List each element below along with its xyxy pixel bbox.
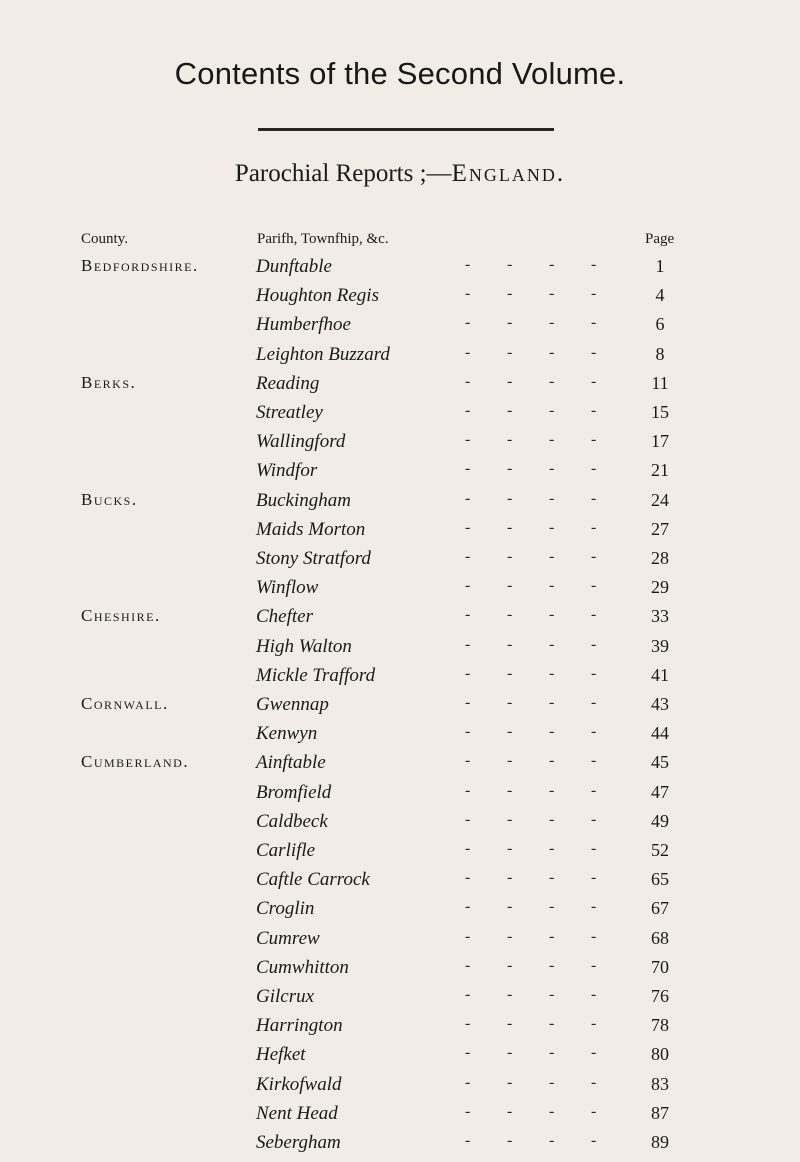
dot-leader	[465, 548, 633, 566]
table-row	[0, 840, 800, 870]
leader-dash: -	[591, 956, 599, 974]
subtitle-country: England.	[451, 160, 566, 187]
dot-leader	[465, 752, 633, 770]
leader-dash: -	[507, 548, 515, 565]
table-row	[0, 957, 800, 987]
parish-name: Caldbeck	[256, 810, 328, 832]
dot-leader	[465, 344, 633, 362]
table-row	[0, 1044, 800, 1074]
leader-dash: -	[465, 723, 473, 741]
leader-dash: -	[465, 606, 473, 624]
leader-dash: -	[507, 927, 515, 945]
dot-leader	[465, 928, 633, 946]
page-number: 49	[651, 810, 669, 831]
parish-name: Cumwhitton	[256, 956, 349, 978]
page-number: 89	[651, 1132, 669, 1152]
leader-dash: -	[465, 810, 473, 828]
page-number: 24	[651, 489, 669, 510]
leader-dash: -	[549, 606, 557, 624]
leader-dash: -	[507, 1132, 515, 1149]
leader-dash: -	[465, 372, 473, 390]
leader-dash: -	[591, 285, 599, 303]
parish-name: Carlifle	[256, 840, 316, 861]
leader-dash: -	[507, 402, 515, 419]
table-row	[0, 723, 800, 753]
leader-dash: -	[507, 1044, 515, 1062]
leader-dash: -	[549, 869, 557, 887]
page-number: 43	[651, 694, 669, 714]
leader-dash: -	[549, 898, 557, 916]
county-name: Bucks.	[81, 489, 138, 509]
page-number: 67	[651, 898, 669, 919]
leader-dash: -	[465, 664, 473, 682]
leader-dash: -	[465, 898, 473, 916]
leader-dash: -	[549, 810, 557, 828]
leader-dash: -	[549, 752, 557, 770]
dot-leader	[465, 431, 633, 449]
table-row	[0, 1103, 800, 1133]
leader-dash: -	[591, 402, 599, 419]
leader-dash: -	[549, 548, 557, 565]
leader-dash: -	[465, 752, 473, 770]
leader-dash: -	[549, 1132, 557, 1149]
page-number: 39	[651, 635, 669, 656]
page-number: 17	[651, 431, 669, 452]
dot-leader	[465, 636, 633, 654]
leader-dash: -	[591, 606, 599, 624]
leader-dash: -	[591, 1132, 599, 1149]
parish-name: Hefket	[256, 1044, 306, 1066]
parish-name: Gilcrux	[256, 986, 315, 1007]
leader-dash: -	[507, 898, 515, 916]
parish-name: Caftle Carrock	[256, 869, 370, 891]
leader-dash: -	[591, 314, 599, 332]
leader-dash: -	[507, 956, 515, 974]
leader-dash: -	[507, 986, 515, 1003]
dot-leader	[465, 869, 633, 887]
dot-leader	[465, 665, 633, 683]
leader-dash: -	[591, 927, 599, 945]
dot-leader	[465, 606, 633, 624]
dot-leader	[465, 694, 633, 712]
leader-dash: -	[591, 986, 599, 1003]
leader-dash: -	[549, 314, 557, 332]
parish-name: Buckingham	[256, 489, 351, 511]
page-number: 21	[651, 460, 669, 481]
dot-leader	[465, 957, 633, 975]
page-number: 33	[651, 606, 669, 627]
leader-dash: -	[465, 1044, 473, 1062]
parish-name: Leighton Buzzard	[256, 343, 390, 365]
leader-dash: -	[507, 577, 515, 595]
dot-leader	[465, 314, 633, 332]
leader-dash: -	[507, 694, 515, 711]
table-row	[0, 373, 800, 403]
leader-dash: -	[465, 986, 473, 1003]
parish-name: Cumrew	[256, 927, 320, 949]
dot-leader	[465, 402, 633, 420]
leader-dash: -	[507, 489, 515, 507]
leader-dash: -	[465, 431, 473, 449]
leader-dash: -	[549, 1015, 557, 1033]
table-row	[0, 1074, 800, 1104]
leader-dash: -	[591, 664, 599, 682]
leader-dash: -	[465, 694, 473, 711]
page-number: 87	[651, 1102, 669, 1123]
dot-leader	[465, 256, 633, 274]
leader-dash: -	[549, 518, 557, 536]
leader-dash: -	[507, 723, 515, 741]
parish-name: Wallingford	[256, 431, 346, 453]
table-row	[0, 986, 800, 1016]
leader-dash: -	[507, 256, 515, 273]
leader-dash: -	[549, 927, 557, 945]
leader-dash: -	[549, 256, 557, 273]
leader-dash: -	[591, 343, 599, 361]
table-row	[0, 636, 800, 666]
county-name: Cumberland.	[81, 752, 190, 772]
county-name: Berks.	[81, 372, 137, 392]
leader-dash: -	[549, 1044, 557, 1062]
dot-leader	[465, 1015, 633, 1033]
page-number: 52	[651, 840, 669, 860]
table-row	[0, 1132, 800, 1162]
page-number: 45	[651, 752, 669, 773]
page-number: 29	[651, 577, 669, 598]
parish-name: Gwennap	[256, 694, 329, 715]
leader-dash: -	[549, 1073, 557, 1091]
leader-dash: -	[549, 431, 557, 449]
leader-dash: -	[549, 664, 557, 682]
parish-name: Winflow	[256, 577, 319, 599]
table-row	[0, 811, 800, 841]
leader-dash: -	[507, 1073, 515, 1091]
leader-dash: -	[591, 898, 599, 916]
page-number: 28	[651, 548, 669, 568]
dot-leader	[465, 986, 633, 1004]
leader-dash: -	[549, 723, 557, 741]
leader-dash: -	[507, 314, 515, 332]
table-row	[0, 782, 800, 812]
table-row	[0, 928, 800, 958]
leader-dash: -	[465, 781, 473, 799]
subtitle-prefix: Parochial Reports ;—	[234, 160, 452, 187]
column-header-page: Page	[645, 231, 675, 247]
parish-name: Ainftable	[256, 752, 326, 774]
leader-dash: -	[549, 694, 557, 711]
table-row	[0, 490, 800, 520]
leader-dash: -	[549, 956, 557, 974]
leader-dash: -	[507, 1015, 515, 1033]
leader-dash: -	[507, 869, 515, 887]
leader-dash: -	[591, 810, 599, 828]
leader-dash: -	[465, 869, 473, 887]
leader-dash: -	[549, 489, 557, 507]
page-number: 80	[651, 1044, 669, 1065]
parish-name: Chefter	[256, 606, 313, 628]
page-number: 1	[655, 256, 665, 276]
dot-leader	[465, 723, 633, 741]
leader-dash: -	[591, 1102, 599, 1120]
leader-dash: -	[591, 1073, 599, 1091]
leader-dash: -	[507, 460, 515, 478]
parish-name: Houghton Regis	[256, 285, 379, 307]
leader-dash: -	[507, 285, 515, 303]
table-row	[0, 548, 800, 578]
table-row	[0, 665, 800, 695]
leader-dash: -	[465, 577, 473, 595]
leader-dash: -	[591, 1015, 599, 1033]
table-row	[0, 314, 800, 344]
page-number: 65	[651, 869, 669, 890]
table-row	[0, 431, 800, 461]
leader-dash: -	[465, 927, 473, 945]
leader-dash: -	[465, 956, 473, 974]
dot-leader	[465, 1044, 633, 1062]
table-row	[0, 752, 800, 782]
parish-name: Harrington	[256, 1015, 343, 1037]
leader-dash: -	[507, 372, 515, 390]
table-row	[0, 1015, 800, 1045]
page-number: 4	[655, 285, 665, 306]
leader-dash: -	[591, 1044, 599, 1062]
leader-dash: -	[507, 781, 515, 799]
leader-dash: -	[465, 256, 473, 273]
leader-dash: -	[465, 1015, 473, 1033]
dot-leader	[465, 840, 633, 858]
dot-leader	[465, 577, 633, 595]
column-header-county: County.	[81, 231, 128, 247]
leader-dash: -	[549, 577, 557, 595]
leader-dash: -	[591, 489, 599, 507]
table-row	[0, 577, 800, 607]
leader-dash: -	[591, 635, 599, 653]
leader-dash: -	[507, 1102, 515, 1120]
leader-dash: -	[507, 431, 515, 449]
leader-dash: -	[591, 577, 599, 595]
leader-dash: -	[465, 460, 473, 478]
parish-name: Kenwyn	[256, 723, 318, 745]
table-row	[0, 285, 800, 315]
dot-leader	[465, 1074, 633, 1092]
table-row	[0, 344, 800, 374]
parish-name: Sebergham	[256, 1132, 341, 1153]
leader-dash: -	[549, 402, 557, 419]
leader-dash: -	[591, 518, 599, 536]
dot-leader	[465, 1103, 633, 1121]
page-number: 8	[655, 343, 665, 364]
leader-dash: -	[465, 635, 473, 653]
county-name: Cornwall.	[81, 694, 169, 713]
leader-dash: -	[507, 518, 515, 536]
page-title: Contents of the Second Volume.	[174, 56, 626, 91]
page-number: 44	[651, 723, 669, 744]
leader-dash: -	[591, 372, 599, 390]
leader-dash: -	[549, 781, 557, 799]
parish-name: Bromfield	[256, 781, 332, 803]
leader-dash: -	[465, 285, 473, 303]
parish-name: Maids Morton	[256, 518, 366, 540]
leader-dash: -	[549, 285, 557, 303]
table-row	[0, 869, 800, 899]
parish-name: Mickle Trafford	[256, 664, 376, 686]
leader-dash: -	[465, 518, 473, 536]
leader-dash: -	[591, 723, 599, 741]
leader-dash: -	[591, 460, 599, 478]
leader-dash: -	[591, 752, 599, 770]
leader-dash: -	[549, 343, 557, 361]
leader-dash: -	[507, 606, 515, 624]
leader-dash: -	[549, 1102, 557, 1120]
title-rule	[258, 128, 554, 131]
leader-dash: -	[591, 548, 599, 565]
leader-dash: -	[591, 869, 599, 887]
parish-name: Kirkofwald	[256, 1073, 342, 1095]
parish-name: Streatley	[256, 402, 323, 423]
parish-name: Croglin	[256, 898, 315, 920]
table-row	[0, 694, 800, 724]
county-name: Bedfordshire.	[81, 256, 199, 275]
leader-dash: -	[465, 343, 473, 361]
dot-leader	[465, 490, 633, 508]
leader-dash: -	[549, 986, 557, 1003]
page-number: 15	[651, 402, 669, 422]
section-subtitle	[0, 160, 800, 188]
dot-leader	[465, 285, 633, 303]
parish-name: Reading	[256, 372, 320, 394]
table-row	[0, 898, 800, 928]
leader-dash: -	[465, 1102, 473, 1120]
dot-leader	[465, 373, 633, 391]
page-number: 76	[651, 986, 669, 1006]
leader-dash: -	[507, 752, 515, 770]
leader-dash: -	[465, 314, 473, 332]
leader-dash: -	[507, 635, 515, 653]
leader-dash: -	[549, 460, 557, 478]
leader-dash: -	[507, 664, 515, 682]
dot-leader	[465, 782, 633, 800]
page-number: 83	[651, 1073, 669, 1094]
leader-dash: -	[591, 694, 599, 711]
leader-dash: -	[465, 402, 473, 419]
dot-leader	[465, 460, 633, 478]
leader-dash: -	[591, 781, 599, 799]
leader-dash: -	[465, 1132, 473, 1149]
table-row	[0, 519, 800, 549]
table-row	[0, 460, 800, 490]
dot-leader	[465, 898, 633, 916]
leader-dash: -	[549, 635, 557, 653]
page-number: 6	[655, 314, 665, 335]
page-number: 27	[651, 518, 669, 539]
dot-leader	[465, 519, 633, 537]
leader-dash: -	[591, 256, 599, 273]
leader-dash: -	[465, 840, 473, 857]
county-name: Cheshire.	[81, 606, 161, 626]
page-number: 68	[651, 927, 669, 948]
parish-name: Nent Head	[256, 1102, 338, 1124]
parish-name: Dunftable	[256, 256, 332, 277]
parish-name: Humberfhoe	[256, 314, 351, 336]
page-number: 41	[651, 664, 669, 685]
leader-dash: -	[549, 840, 557, 857]
page-number: 47	[651, 781, 669, 802]
leader-dash: -	[465, 548, 473, 565]
leader-dash: -	[507, 343, 515, 361]
page-number: 78	[651, 1015, 669, 1036]
parish-name: High Walton	[256, 635, 352, 657]
column-header-parish: Parifh, Townfhip, &c.	[257, 231, 389, 247]
page-number: 70	[651, 956, 669, 977]
table-row	[0, 256, 800, 286]
leader-dash: -	[507, 840, 515, 857]
leader-dash: -	[507, 810, 515, 828]
table-row	[0, 402, 800, 432]
parish-name: Windfor	[256, 460, 318, 482]
table-row	[0, 606, 800, 636]
dot-leader	[465, 1132, 633, 1150]
leader-dash: -	[591, 840, 599, 857]
leader-dash: -	[591, 431, 599, 449]
dot-leader	[465, 811, 633, 829]
page-number: 11	[651, 372, 669, 393]
leader-dash: -	[465, 1073, 473, 1091]
leader-dash: -	[465, 489, 473, 507]
parish-name: Stony Stratford	[256, 548, 371, 569]
leader-dash: -	[549, 372, 557, 390]
